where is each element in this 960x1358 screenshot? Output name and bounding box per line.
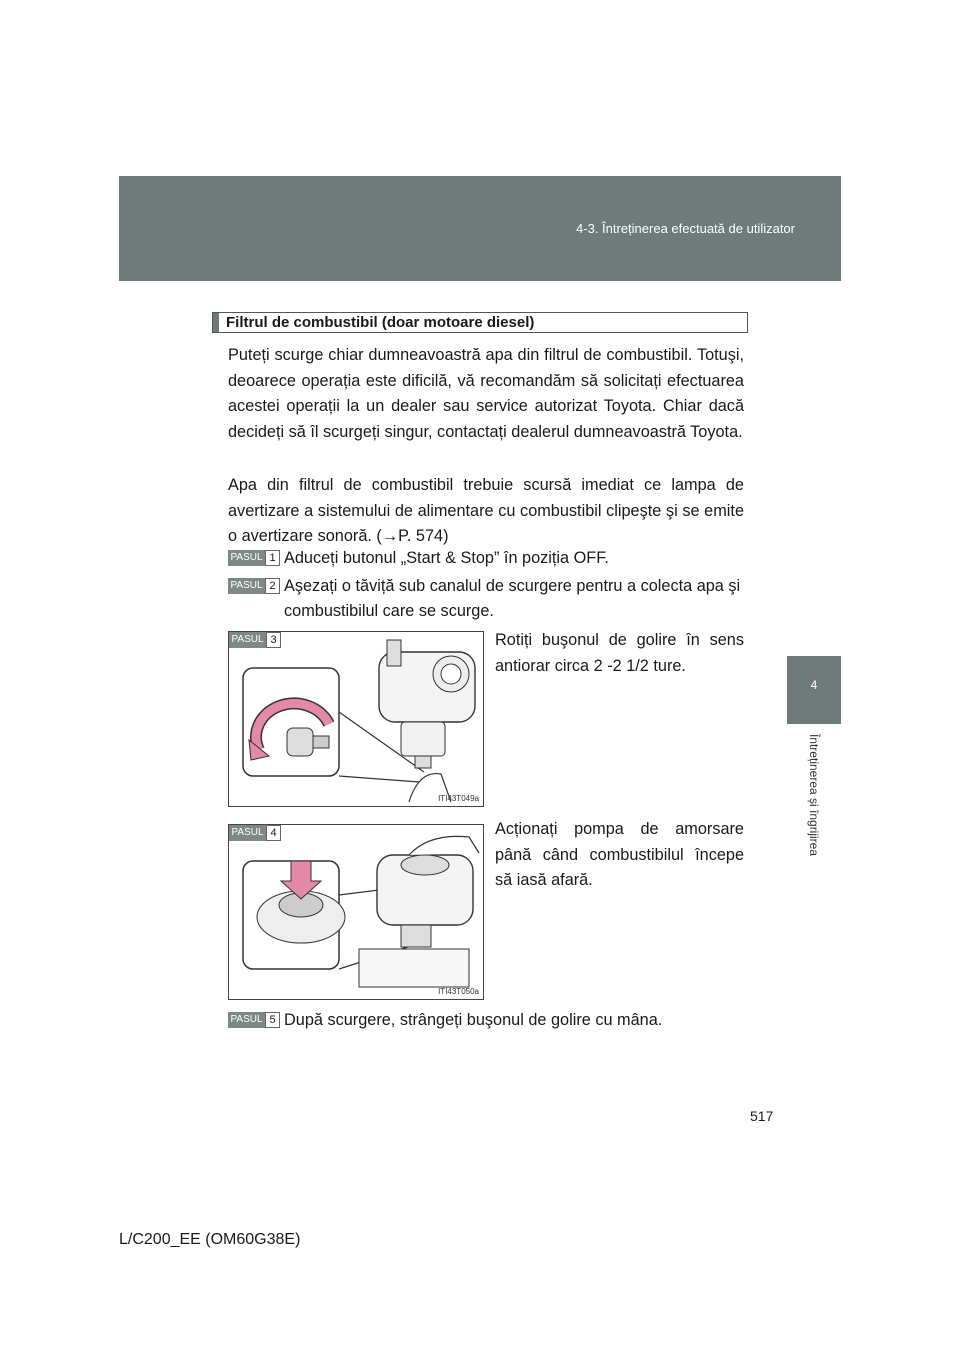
figure-code: ITI43T050a — [438, 987, 479, 996]
step-text: După scurgere, strângeți buşonul de golire cu mâna. — [284, 1011, 663, 1029]
step-badge: PASUL 1 — [228, 550, 280, 566]
chapter-side-label: Întreținerea și îngrijirea — [807, 733, 821, 857]
step-badge: PASUL 5 — [228, 1012, 280, 1028]
figure-code: ITI43T049a — [438, 794, 479, 803]
header-band — [119, 176, 841, 281]
step-badge: PASUL 3 — [229, 632, 281, 648]
step-4-text: Acționați pompa de amorsare până când combustibilul începe să iasă afară. — [495, 820, 744, 889]
intro-paragraph: Puteți scurge chiar dumneavoastră apa din filtrul de combustibil. Totuşi, deoarece operația este dificilă, vă recomandăm să solicitați efectuarea acestei operații la un dealer sau service autorizat Toyota. Chiar dacă decideți să îl scurgeți singur, contactați dealerul dumneavoastră Toyota. — [228, 346, 744, 441]
section-heading — [212, 312, 748, 333]
section-heading-bar — [213, 313, 219, 332]
chapter-tab — [787, 656, 841, 724]
chapter-tab-number: 4 — [810, 678, 818, 692]
section-title: Filtrul de combustibil (doar motoare diesel) — [226, 314, 535, 331]
step-text: Aşezați o tăviță sub canalul de scurgere pentru a colecta apa şi combustibilul care se scurge. — [284, 577, 741, 620]
fuel-filter-drain-illustration — [229, 632, 483, 806]
step-3-text: Rotiți buşonul de golire în sens antiorar circa 2 -2 1/2 ture. — [495, 631, 744, 675]
warning-paragraph: Apa din filtrul de combustibil trebuie scursă imediat ce lampa de avertizare a sistemului de alimentare cu combustibil clipeşte şi se emite o avertizare sonoră. (→P. 574) — [228, 476, 744, 545]
step-badge: PASUL 4 — [229, 825, 281, 841]
chapter-section-title: 4-3. Întreținerea efectuată de utilizator — [576, 221, 795, 236]
step-text: Aduceți butonul „Start & Stop” în poziția OFF. — [284, 549, 609, 567]
figure-primer-pump — [228, 824, 484, 1000]
primer-pump-illustration — [229, 825, 483, 999]
step-badge: PASUL 2 — [228, 578, 280, 594]
page-number: 517 — [750, 1108, 774, 1124]
figure-drain-plug — [228, 631, 484, 807]
manual-code: L/C200_EE (OM60G38E) — [119, 1231, 301, 1248]
